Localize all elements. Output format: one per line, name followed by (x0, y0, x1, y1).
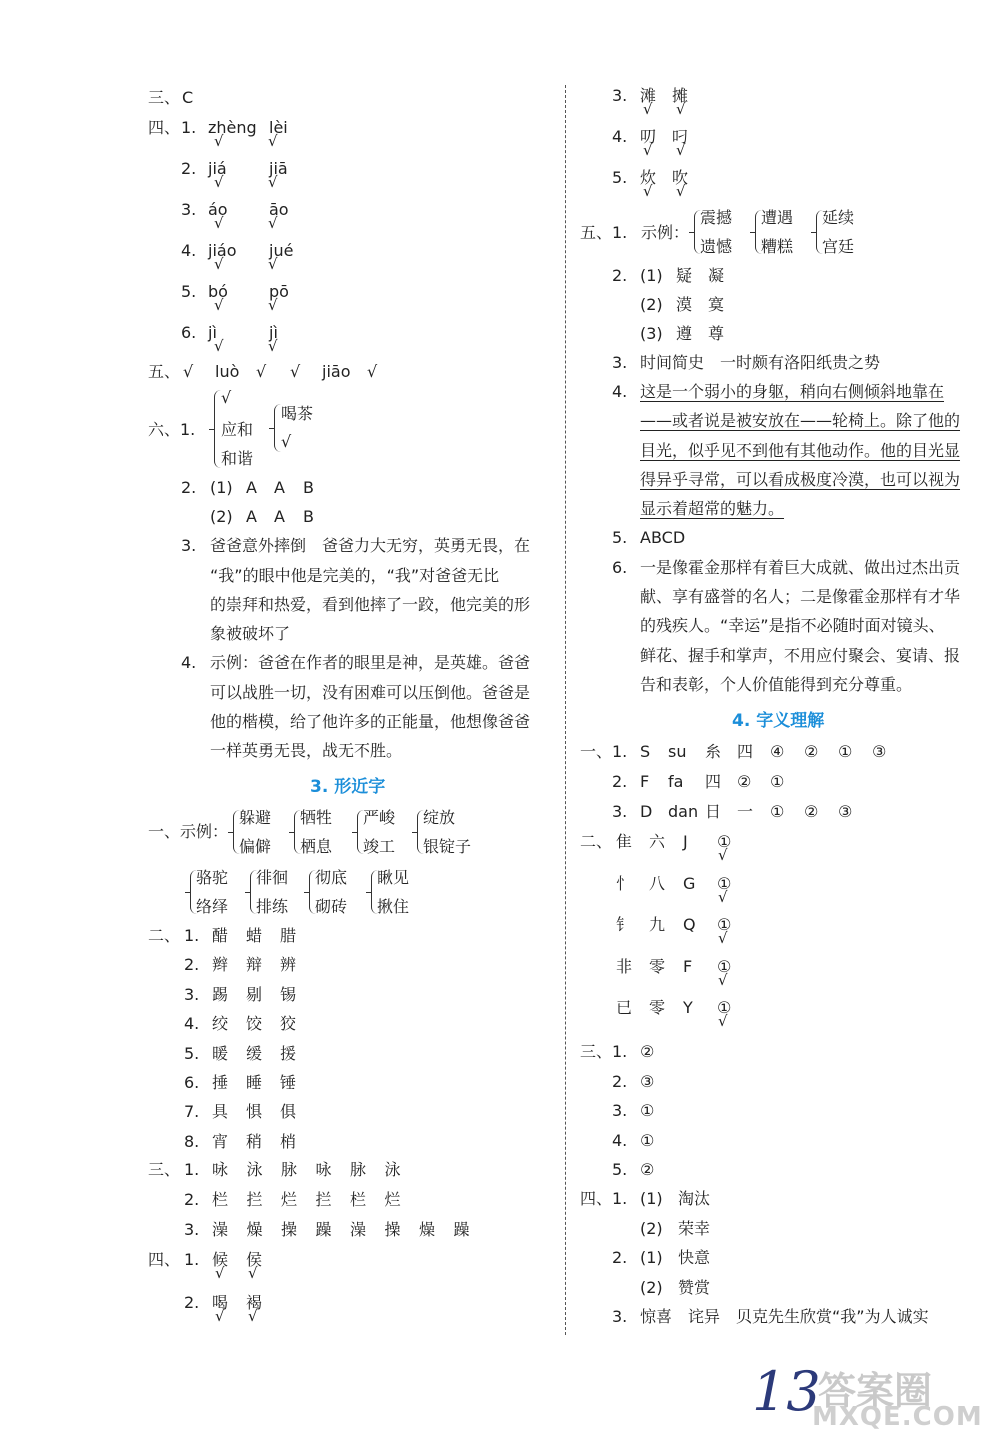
group-word: √ (221, 388, 232, 407)
group-word: 排练 (256, 897, 289, 916)
left-s3-q4-num: 四、 (148, 1250, 181, 1269)
right-s4-q4-num: 四、 (580, 1189, 613, 1208)
pinyin-option: zhèng (208, 118, 257, 137)
left-q4-num: 四、 (148, 118, 181, 137)
char-option: 遵 (676, 324, 693, 343)
group-word: √ (281, 432, 292, 451)
sub-num: (3) (640, 324, 663, 343)
char-option: 操 (384, 1220, 401, 1239)
answer-line: 献、享有盛誉的名人；二是像霍金那样有才华 (640, 587, 961, 606)
answer-line: 鲜花、握手和掌声，不用应付聚会、宴请、报 (640, 646, 961, 665)
answer-token: ② (804, 742, 819, 761)
check-mark: √ (214, 132, 224, 150)
answer-token: ① (640, 1101, 655, 1120)
page-number: 13 (752, 1360, 821, 1423)
answer-word: 荣幸 (678, 1218, 711, 1238)
section-title: 4. 字义理解 (732, 711, 825, 731)
q-num: 4. (181, 653, 197, 672)
right-q5-num: 五、1. (580, 223, 628, 242)
group-word: 遭遇 (761, 208, 794, 227)
check-mark: √ (718, 887, 728, 906)
q-num: 5. (612, 168, 628, 187)
q-num: 2. (612, 266, 628, 285)
q-num: 1. (184, 1160, 200, 1179)
char-option: 辩 (246, 955, 263, 975)
answer-token: ① (717, 915, 732, 934)
q-num: 2. (184, 955, 200, 975)
answer-token: 九 (649, 915, 666, 934)
char-option: 侯 (246, 1250, 263, 1269)
q-num: 1. (612, 742, 628, 761)
answer-token: 四 (737, 742, 754, 761)
answer-token: 四 (705, 772, 722, 791)
char-option: 躁 (453, 1220, 470, 1239)
answer-token: S (640, 742, 651, 761)
check-mark: √ (268, 214, 278, 232)
answer-line: 他的楷模，给了他许多的正能量，他想像爸爸 (210, 712, 531, 731)
char-option: 漠 (676, 295, 693, 314)
answer-token: 糸 (705, 742, 722, 761)
check-mark: √ (268, 337, 278, 355)
answer-line: ABCD (640, 528, 686, 547)
answer-line: 这是一个弱小的身躯，稍向右侧倾斜地靠在 (640, 382, 945, 401)
q-num: 2. (612, 1071, 628, 1091)
brace (214, 390, 221, 468)
pinyin-option: pō (269, 282, 289, 301)
q-num: 8. (184, 1131, 200, 1151)
check-mark: √ (268, 255, 278, 273)
q-num: 1. (184, 1250, 200, 1269)
group-word: 遗憾 (700, 237, 733, 256)
group-word: 牺牲 (300, 808, 333, 827)
answer-token: ① (717, 832, 732, 851)
char-option: 燥 (419, 1220, 436, 1239)
char-option: 叨 (640, 127, 657, 146)
char-option: 烂 (384, 1190, 401, 1209)
answer-token: ③ (838, 802, 853, 821)
group-word: 喝茶 (281, 404, 314, 423)
group-word: 严峻 (363, 808, 396, 827)
answer-token: ① (838, 742, 853, 761)
right-s4-q2-num: 二、 (580, 832, 613, 851)
answer-line: 可以战胜一切，没有困难可以压倒他。爸爸是 (210, 683, 531, 702)
check-mark: √ (676, 182, 686, 200)
left-q6-num: 六、1. (148, 420, 196, 439)
char-option: 凝 (708, 266, 725, 285)
char-option: 操 (281, 1220, 298, 1239)
q-num: 7. (184, 1102, 200, 1122)
char-option: 具 (212, 1102, 229, 1122)
example-label: 示例： (641, 223, 690, 242)
q-num: 6. (612, 558, 628, 577)
q-num: 3. (184, 1220, 200, 1239)
group-word: 绽放 (423, 808, 456, 827)
pinyin-answer: luò (215, 362, 240, 381)
char-option: 蜡 (246, 926, 263, 945)
group-word: 延续 (822, 208, 855, 227)
char-option: 剔 (246, 984, 263, 1004)
pinyin-option: āo (269, 200, 289, 219)
char-option: 锡 (280, 984, 297, 1004)
right-s4-q3-num: 三、 (580, 1042, 613, 1061)
char-option: 滩 (640, 86, 657, 105)
left-q3-answer: C (182, 88, 194, 107)
char-option: 醋 (212, 926, 229, 945)
char-option: 狡 (280, 1014, 297, 1034)
q-num: 5. (184, 1043, 200, 1063)
char-option: 疑 (676, 266, 693, 285)
q-num: 4. (612, 1130, 628, 1150)
group-word: 应和 (221, 420, 254, 439)
left-s3-q3-num: 三、 (148, 1160, 181, 1179)
q-num: 1. (184, 926, 200, 945)
q-num: 2. (612, 1248, 628, 1267)
answer-token: Y (683, 998, 693, 1017)
q-num: 3. (612, 1307, 628, 1326)
char-option: 惧 (246, 1102, 263, 1122)
sub-num: (2) (640, 295, 663, 314)
sub-num: (1) (210, 478, 233, 497)
char-option: 咏 (212, 1160, 229, 1179)
answer-token: ① (770, 802, 785, 821)
q-num: 1. (181, 118, 197, 137)
char-option: 脉 (281, 1160, 298, 1179)
group-word: 震撼 (700, 208, 733, 227)
q-num: 5. (612, 1160, 628, 1179)
char-option: 饺 (246, 1014, 263, 1034)
answer-line: 一样英勇无畏，战无不胜。 (210, 741, 403, 760)
char-option: 俱 (280, 1102, 297, 1122)
check-mark: √ (214, 173, 224, 191)
char-option: 燥 (246, 1220, 263, 1239)
check-mark: √ (676, 100, 686, 118)
check-mark: √ (214, 214, 224, 232)
q-num: 2. (181, 478, 197, 497)
check-mark: √ (214, 337, 224, 355)
answer-line: 一是像霍金那样有着巨大成就、做出过杰出贡 (640, 558, 961, 577)
answer-token: 非 (616, 956, 633, 976)
char-option: 拦 (246, 1190, 263, 1209)
char-option: 拦 (315, 1190, 332, 1209)
answer-token: ② (640, 1042, 655, 1061)
char-option: 梢 (280, 1131, 297, 1151)
check-mark: √ (268, 132, 278, 150)
char-option: 脉 (350, 1160, 367, 1179)
char-option: 辨 (280, 955, 297, 975)
pinyin-answer: jiāo (322, 362, 351, 381)
pinyin-option: lèi (269, 118, 288, 137)
choice: A (274, 478, 285, 497)
right-s4-q1-num: 一、 (580, 742, 613, 761)
check-mark: √ (215, 1264, 225, 1282)
group-word: 揪住 (377, 897, 410, 916)
sub-num: (1) (640, 1248, 663, 1267)
char-option: 睡 (246, 1073, 263, 1092)
char-option: 踢 (212, 984, 229, 1004)
answer-line: 惊喜 诧异 贝克先生欣赏“我”为人诚实 (640, 1307, 929, 1326)
left-s3-q2-num: 二、 (148, 926, 181, 945)
group-word: 栖息 (300, 837, 333, 856)
choice: A (246, 478, 257, 497)
check-mark: √ (214, 296, 224, 314)
answer-line: 的残疾人。“幸运”是指不必随时面对镜头、 (640, 616, 945, 635)
check-mark: √ (268, 296, 278, 314)
q-num: 2. (181, 159, 197, 178)
answer-token: ① (640, 1130, 655, 1150)
char-option: 泳 (246, 1160, 263, 1179)
q-num: 5. (181, 282, 197, 301)
answer-token: 已 (616, 998, 633, 1017)
char-option: 宵 (212, 1131, 229, 1151)
group-word: 躲避 (239, 808, 272, 827)
q-num: 4. (612, 382, 628, 401)
brace (274, 404, 281, 452)
char-option: 躁 (315, 1220, 332, 1239)
answer-token: 忄 (616, 873, 633, 893)
char-option: 捶 (212, 1073, 229, 1092)
answer-line: 告和表彰，个人价值能得到充分尊重。 (640, 675, 913, 694)
section-title: 3. 形近字 (310, 777, 386, 797)
answer-line: 得异乎寻常，可以看成极度冷漠，也可以视为 (640, 470, 961, 489)
char-option: 澡 (350, 1220, 367, 1239)
sub-num: (1) (640, 1189, 663, 1208)
group-word: 彻底 (315, 868, 348, 887)
q-num: 6. (181, 323, 197, 342)
check-mark: √ (215, 1307, 225, 1325)
char-option: 稍 (246, 1131, 263, 1151)
answer-token: F (640, 772, 650, 791)
char-option: 锤 (280, 1073, 297, 1092)
check-mark: √ (268, 173, 278, 191)
answer-token: ① (717, 956, 732, 976)
q-num: 4. (181, 241, 197, 260)
answer-line: ——或者说是被安放在——轮椅上。除了他的 (640, 411, 961, 430)
char-option: 吹 (672, 168, 689, 187)
q-num: 3. (612, 1101, 628, 1120)
answer-word: 赞赏 (678, 1277, 711, 1297)
q-num: 3. (612, 353, 628, 372)
left-q3-num: 三、 (148, 88, 181, 107)
pinyin-option: jì (208, 323, 217, 342)
answer-token: 八 (649, 873, 666, 893)
answer-line: 显示着超常的魅力。 (640, 499, 785, 518)
char-option: 摊 (672, 86, 689, 105)
watermark-logo: 答案圈 (818, 1369, 933, 1413)
q-num: 3. (184, 984, 200, 1004)
answer-token: ② (804, 802, 819, 821)
check-mark: √ (643, 182, 653, 200)
char-option: 绞 (212, 1014, 229, 1034)
answer-token: fa (668, 772, 684, 791)
sub-num: (2) (640, 1277, 663, 1297)
answer-token: dan (668, 802, 699, 821)
answer-token: ② (640, 1160, 655, 1179)
choice: A (274, 507, 285, 526)
group-word: 骆驼 (196, 868, 229, 887)
group-word: 宫廷 (822, 237, 855, 256)
char-option: 炊 (640, 168, 657, 187)
check-mark: √ (214, 255, 224, 273)
column-divider (565, 85, 566, 1335)
check-mark: √ (676, 141, 686, 159)
char-option: 候 (212, 1250, 229, 1269)
answer-token: G (683, 873, 696, 893)
answer-line: 爸爸意外摔倒 爸爸力大无穷，英勇无畏，在 (210, 536, 531, 555)
answer-token: 六 (649, 832, 666, 851)
answer-line: “我”的眼中他是完美的，“我”对爸爸无比 (210, 566, 500, 585)
left-q5-num: 五、 (148, 362, 181, 381)
char-option: 栏 (350, 1190, 367, 1209)
answer-token: ③ (872, 742, 887, 761)
answer-token: ③ (640, 1071, 655, 1091)
pinyin-option: bó (208, 282, 228, 301)
char-option: 叼 (672, 127, 689, 146)
q-num: 2. (612, 772, 628, 791)
choice: B (303, 478, 314, 497)
answer-line: 时间简史 一时颇有洛阳纸贵之势 (640, 353, 881, 372)
answer-token: ① (770, 772, 785, 791)
sub-num: (2) (210, 507, 233, 526)
check-mark: √ (643, 100, 653, 118)
group-word: 糟糕 (761, 237, 794, 256)
answer-word: 快意 (678, 1248, 711, 1267)
char-option: 泳 (384, 1160, 401, 1179)
pinyin-option: jiā (269, 159, 288, 178)
watermark-site: MXQE.COM (812, 1402, 983, 1432)
sub-num: (1) (640, 266, 663, 285)
answer-line: 象被破坏了 (210, 624, 291, 643)
sub-num: (2) (640, 1218, 663, 1238)
char-option: 栏 (212, 1190, 229, 1209)
answer-token: 一 (737, 802, 754, 821)
answer-token: ② (737, 772, 752, 791)
watermark (812, 1360, 997, 1435)
group-word: 砌砖 (315, 897, 348, 916)
q-num: 3. (612, 802, 628, 821)
answer-token: F (683, 956, 693, 976)
answer-token: 钅 (616, 915, 633, 934)
q-num: 3. (181, 536, 197, 555)
check-mark: √ (248, 1307, 258, 1325)
pinyin-option: áo (208, 200, 228, 219)
answer-token: ① (717, 998, 732, 1017)
answer-token: ④ (770, 742, 785, 761)
char-option: 喝 (212, 1293, 229, 1312)
q-num: 2. (184, 1293, 200, 1312)
answer-token: J (683, 832, 688, 851)
char-option: 辫 (212, 955, 229, 975)
answer-token: 隹 (616, 832, 633, 851)
answer-line: 的崇拜和热爱，看到他摔了一跤，他完美的形 (210, 595, 531, 614)
answer-token: 日 (705, 802, 722, 821)
answer-line: 示例：爸爸在作者的眼里是神，是英雄。爸爸 (210, 653, 531, 672)
check-mark: √ (718, 846, 728, 864)
q-num: 2. (184, 1190, 200, 1209)
answer-token: 零 (649, 998, 666, 1017)
pinyin-option: jué (269, 241, 294, 260)
answer-token: 零 (649, 956, 666, 976)
answer-token: su (668, 742, 687, 761)
char-option: 褐 (246, 1293, 263, 1312)
char-option: 援 (280, 1043, 297, 1063)
q-num: 1. (612, 1042, 628, 1061)
check-mark: √ (183, 362, 194, 381)
group-word: 徘徊 (256, 868, 289, 887)
q-num: 3. (612, 86, 628, 105)
check-mark: √ (248, 1264, 258, 1282)
char-option: 烂 (281, 1190, 298, 1209)
answer-word: 淘汰 (678, 1189, 711, 1208)
char-option: 咏 (315, 1160, 332, 1179)
check-mark: √ (718, 929, 728, 947)
group-word: 和谐 (221, 449, 254, 468)
choice: A (246, 507, 257, 526)
check-mark: √ (718, 970, 728, 989)
check-mark: √ (367, 362, 378, 381)
pinyin-option: jiá (208, 159, 227, 178)
pinyin-option: jiáo (208, 241, 237, 260)
group-word: 瞅见 (377, 868, 410, 887)
group-word: 络绎 (196, 897, 229, 916)
char-option: 缓 (246, 1043, 263, 1063)
choice: B (303, 507, 314, 526)
q-num: 4. (184, 1014, 200, 1034)
char-option: 尊 (708, 324, 725, 343)
group-word: 银锭子 (423, 837, 472, 856)
answer-token: Q (683, 915, 696, 934)
check-mark: √ (290, 362, 301, 381)
char-option: 暖 (212, 1043, 229, 1063)
left-s3-q1-num: 一、示例： (148, 822, 229, 841)
q-num: 6. (184, 1073, 200, 1092)
answer-line: 目光，似乎见不到他有其他动作。他的目光显 (640, 441, 961, 460)
char-option: 腊 (280, 926, 297, 945)
char-option: 澡 (212, 1220, 229, 1239)
group-word: 偏僻 (239, 837, 272, 856)
q-num: 1. (612, 1189, 628, 1208)
q-num: 4. (612, 127, 628, 146)
group-word: 竣工 (363, 837, 396, 856)
char-option: 寞 (708, 295, 725, 314)
answer-token: D (640, 802, 653, 821)
pinyin-option: jì (269, 323, 278, 342)
check-mark: √ (643, 141, 653, 159)
answer-token: ① (717, 873, 732, 893)
check-mark: √ (718, 1012, 728, 1030)
q-num: 5. (612, 528, 628, 547)
q-num: 3. (181, 200, 197, 219)
check-mark: √ (256, 362, 267, 381)
